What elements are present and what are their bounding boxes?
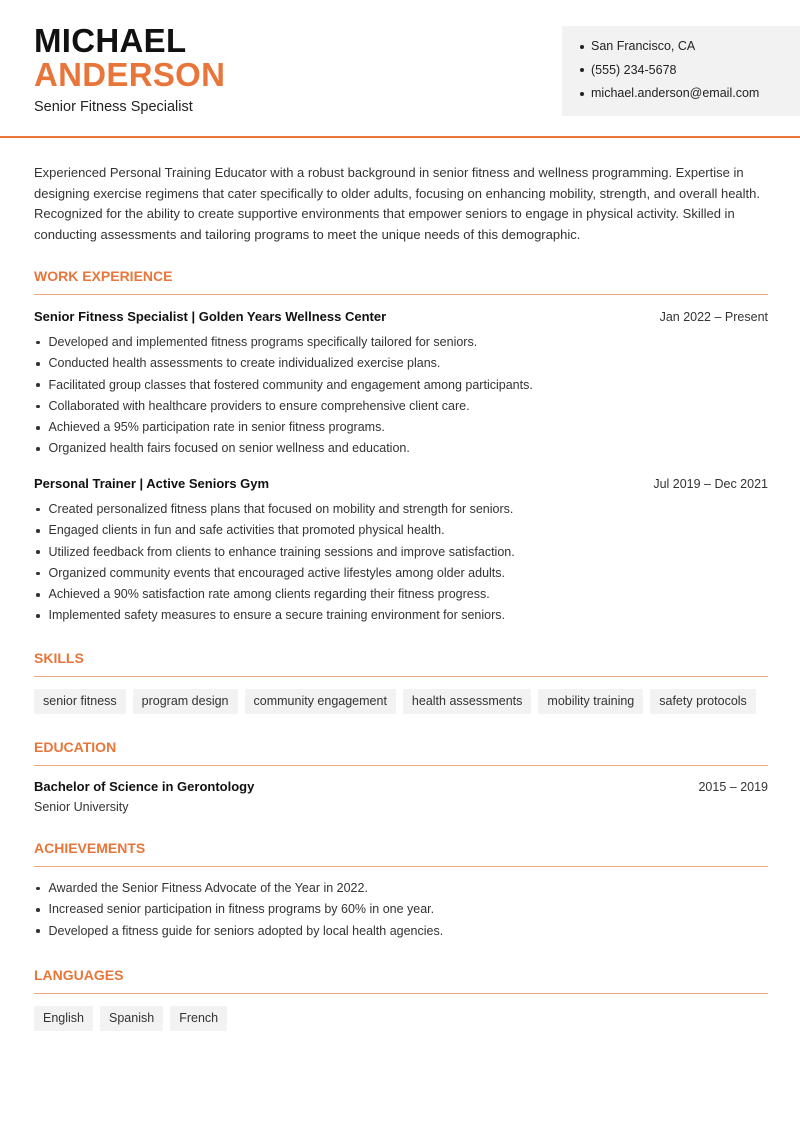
job-dates: Jan 2022 – Present <box>659 310 768 324</box>
list-item <box>34 520 768 541</box>
skill-chip: health assessments <box>403 689 531 714</box>
job-role: Senior Fitness Specialist | Golden Years Wellness Center <box>34 309 387 324</box>
list-item-text: Developed and implemented fitness programs specifically tailored for seniors. <box>48 335 478 349</box>
bullet-icon <box>36 508 40 512</box>
list-item <box>34 438 768 459</box>
list-item <box>34 899 768 920</box>
bullet-icon <box>36 362 40 366</box>
list-item <box>34 499 768 520</box>
bullet-icon <box>580 92 584 96</box>
contact-email-text: michael.anderson@email.com <box>591 86 760 100</box>
bullet-icon <box>36 529 40 533</box>
list-item-text: Awarded the Senior Fitness Advocate of the Year in 2022. <box>48 881 368 895</box>
bullet-icon <box>580 45 584 49</box>
list-item <box>34 542 768 563</box>
bullet-icon <box>36 447 40 451</box>
summary: Experienced Personal Training Educator with a robust background in senior fitness and wellness programming. Expertise in designing exercise regimens that cater specifically to older adults, focusing on enhancing mobility, strength, and overall health. Recognized for the ability to create supportive environments that empower seniors to engage in physical activity. Skilled in conducting assessments and tailoring programs to meet the unique needs of this demographic. <box>34 165 761 243</box>
bullet-icon <box>36 908 40 912</box>
list-item-text: Implemented safety measures to ensure a secure training environment for seniors. <box>48 608 505 623</box>
list-item <box>34 396 768 417</box>
contact-location <box>580 35 800 59</box>
bullet-icon <box>580 68 584 72</box>
bullet-icon <box>36 383 40 387</box>
list-item-text: Utilized feedback from clients to enhance training sessions and improve satisfaction. <box>48 544 515 559</box>
list-item-text: Organized community events that encouraged active lifestyles among older adults. <box>48 565 505 580</box>
skill-chip: safety protocols <box>650 689 756 714</box>
list-item-text: Organized health fairs focused on senior wellness and education. <box>48 441 410 456</box>
list-item <box>34 417 768 438</box>
list-item <box>34 878 768 899</box>
contact-phone-text: (555) 234-5678 <box>591 62 677 77</box>
contact-email <box>580 82 800 106</box>
list-item-text: Created personalized fitness plans that focused on mobility and strength for seniors. <box>48 502 514 516</box>
education-dates: 2015 – 2019 <box>698 780 768 794</box>
section-title-achievements: ACHIEVEMENTS <box>34 840 768 867</box>
first-name: MICHAEL <box>34 22 187 59</box>
list-item-text: Engaged clients in fun and safe activities that promoted physical health. <box>48 523 445 538</box>
list-item <box>34 563 768 584</box>
section-title-work: WORK EXPERIENCE <box>34 268 768 295</box>
skill-chip: senior fitness <box>34 689 126 714</box>
contact-location-text: San Francisco, CA <box>591 39 696 53</box>
bullet-icon <box>36 405 40 409</box>
list-item <box>34 353 768 374</box>
job-header <box>34 309 768 324</box>
last-name: ANDERSON <box>34 56 226 93</box>
job-title: Senior Fitness Specialist <box>34 99 193 115</box>
language-chip: Spanish <box>100 1006 163 1031</box>
languages-list <box>34 1006 227 1031</box>
list-item <box>34 584 768 605</box>
bullet-icon <box>36 550 40 554</box>
education-header <box>34 779 768 794</box>
bullet-icon <box>36 572 40 576</box>
bullet-icon <box>36 426 40 430</box>
skill-chip: community engagement <box>245 689 396 714</box>
list-item-text: Collaborated with healthcare providers to ensure comprehensive client care. <box>48 398 470 413</box>
achievements-list <box>34 878 768 942</box>
list-item-text: Facilitated group classes that fostered community and engagement among participants. <box>48 377 533 392</box>
contact-box <box>562 26 800 116</box>
list-item <box>34 605 768 626</box>
job-header <box>34 476 768 491</box>
language-chip: English <box>34 1006 93 1031</box>
bullet-icon <box>36 887 40 891</box>
list-item-text: Achieved a 90% satisfaction rate among clients regarding their fitness progress. <box>48 587 490 602</box>
bullet-icon <box>36 593 40 597</box>
list-item-text: Conducted health assessments to create individualized exercise plans. <box>48 356 441 371</box>
list-item <box>34 921 768 942</box>
job-bullets <box>34 332 768 460</box>
skills-list <box>34 689 756 714</box>
contact-phone <box>580 59 800 83</box>
skill-chip: program design <box>133 689 238 714</box>
list-item-text: Increased senior participation in fitness programs by 60% in one year. <box>48 902 435 917</box>
list-item-text: Achieved a 95% participation rate in senior fitness programs. <box>48 420 385 435</box>
language-chip: French <box>170 1006 227 1031</box>
bullet-icon <box>36 614 40 618</box>
school-name: Senior University <box>34 800 129 814</box>
resume-header <box>0 0 800 138</box>
section-title-education: EDUCATION <box>34 739 768 766</box>
bullet-icon <box>36 929 40 933</box>
job-role: Personal Trainer | Active Seniors Gym <box>34 476 270 491</box>
bullet-icon <box>36 341 40 345</box>
list-item <box>34 375 768 396</box>
section-title-languages: LANGUAGES <box>34 967 768 994</box>
list-item <box>34 332 768 353</box>
job-bullets <box>34 499 768 627</box>
degree: Bachelor of Science in Gerontology <box>34 779 255 794</box>
section-title-skills: SKILLS <box>34 650 768 677</box>
skill-chip: mobility training <box>538 689 643 714</box>
job-dates: Jul 2019 – Dec 2021 <box>653 477 768 491</box>
list-item-text: Developed a fitness guide for seniors adopted by local health agencies. <box>48 923 444 938</box>
